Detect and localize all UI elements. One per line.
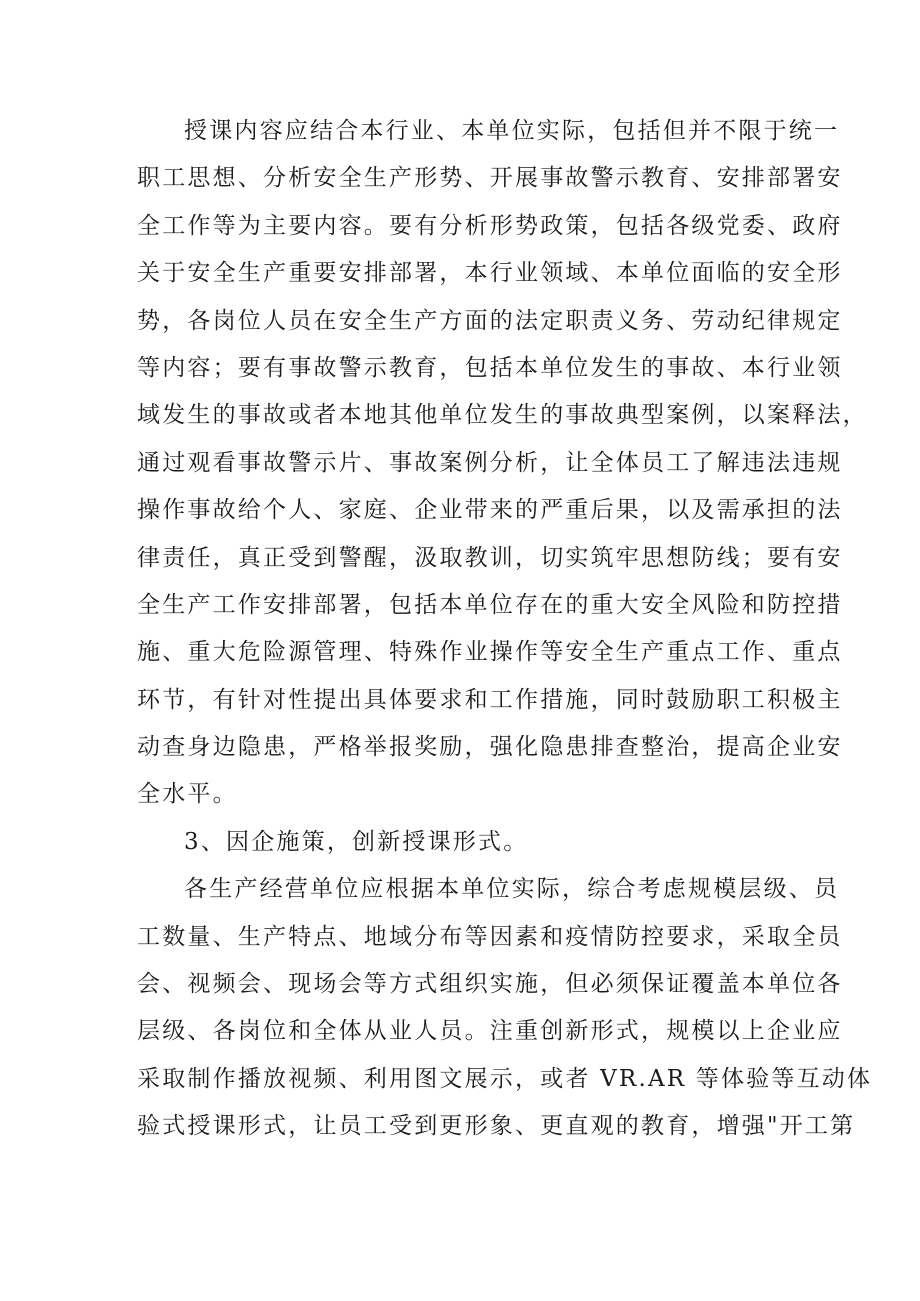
paragraph-line: 采取制作播放视频、利用图文展示，或者 VR.AR 等体验等互动体 <box>137 1065 873 1092</box>
paragraph-line: 层级、各岗位和全体从业人员。注重创新形式，规模以上企业应 <box>137 1018 843 1045</box>
paragraph-line: 域发生的事故或者本地其他单位发生的事故典型案例，以案释法， <box>137 402 868 429</box>
document-body <box>137 108 873 1151</box>
paragraph-line: 职工思想、分析安全生产形势、开展事故警示教育、安排部署安 <box>137 165 843 192</box>
paragraph-line: 全工作等为主要内容。要有分析形势政策，包括各级党委、政府 <box>137 212 843 239</box>
paragraph-line: 授课内容应结合本行业、本单位实际，包括但并不限于统一 <box>184 118 840 144</box>
paragraph-line: 通过观看事故警示片、事故案例分析，让全体员工了解违法违规 <box>137 449 843 476</box>
paragraph-line: 势，各岗位人员在安全生产方面的法定职责义务、劳动纪律规定 <box>137 307 843 334</box>
paragraph-line: 全水平。 <box>137 781 238 808</box>
paragraph-line: 等内容；要有事故警示教育，包括本单位发生的事故、本行业领 <box>137 354 843 381</box>
paragraph-line: 关于安全生产重要安排部署，本行业领域、本单位面临的安全形 <box>137 260 843 287</box>
paragraph-line: 环节，有针对性提出具体要求和工作措施，同时鼓励职工积极主 <box>137 686 843 713</box>
paragraph-line: 律责任，真正受到警醒，汲取教训，切实筑牢思想防线；要有安 <box>137 544 843 571</box>
paragraph-line: 会、视频会、现场会等方式组织实施，但必须保证覆盖本单位各 <box>137 971 843 998</box>
section-heading: 3、因企施策，创新授课形式。 <box>184 828 529 855</box>
paragraph-line: 工数量、生产特点、地域分布等因素和疫情防控要求，采取全员 <box>137 923 843 950</box>
paragraph-line: 施、重大危险源管理、特殊作业操作等安全生产重点工作、重点 <box>137 639 843 666</box>
paragraph-line: 动查身边隐患，严格举报奖励，强化隐患排查整治，提高企业安 <box>137 734 843 761</box>
paragraph-line: 操作事故给个人、家庭、企业带来的严重后果，以及需承担的法 <box>137 497 843 524</box>
paragraph-line: 全生产工作安排部署，包括本单位存在的重大安全风险和防控措 <box>137 591 843 618</box>
paragraph-line: 各生产经营单位应根据本单位实际，综合考虑规模层级、员 <box>184 876 840 903</box>
paragraph-line: 验式授课形式，让员工受到更形象、更直观的教育，增强"开工第 <box>137 1113 856 1140</box>
